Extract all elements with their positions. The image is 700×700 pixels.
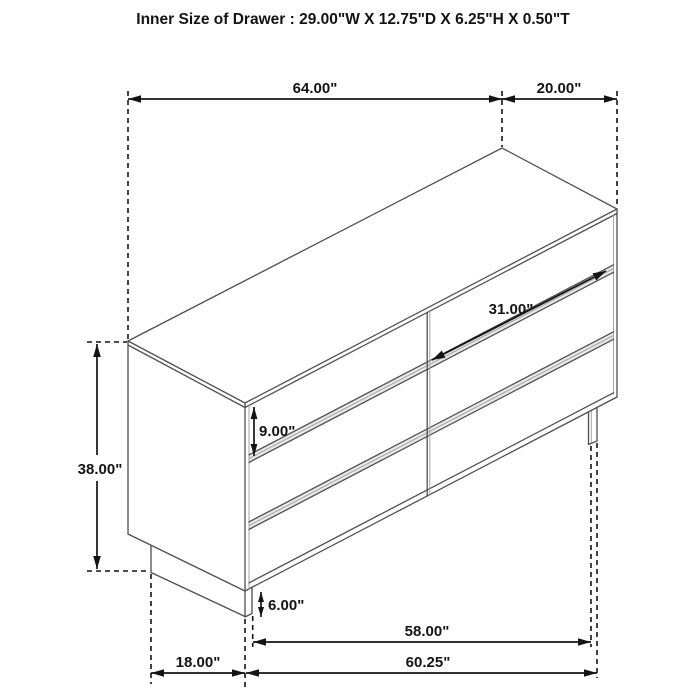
dim-label-base-inner-width: 58.00": [404, 623, 450, 640]
dim-label-base-outer-width: 60.25": [405, 654, 451, 671]
arrowhead-left: [502, 95, 515, 103]
arrowhead-left: [128, 95, 141, 103]
arrowhead-right: [232, 669, 245, 677]
arrowhead-up: [251, 407, 258, 419]
dim-label-drawer-opening-width: 31.00": [488, 301, 534, 318]
arrowhead-down: [258, 607, 264, 617]
page-title: Inner Size of Drawer : 29.00"W X 12.75"D X 6.25"H X 0.50"T: [136, 11, 570, 28]
face-bottom-edge: [245, 397, 617, 591]
drawer3-bottom-line: [249, 393, 614, 583]
top-edge-band: [128, 214, 617, 408]
arrowhead-right: [604, 95, 617, 103]
dim-label-base-side-depth: 18.00": [175, 654, 221, 671]
arrowhead-left: [246, 669, 259, 677]
dim-top-depth: [502, 80, 617, 103]
dim-overall-height: [78, 344, 123, 569]
dim-base-outer-width: [246, 654, 597, 677]
front-face: [245, 214, 617, 592]
arrowhead-left: [151, 669, 164, 677]
dim-top-width: [128, 80, 502, 103]
dim-label-top-depth: 20.00": [536, 80, 582, 97]
arrowhead-left: [253, 638, 266, 646]
dim-leg-height: [258, 592, 304, 617]
dim-drawer-opening-width: [432, 271, 606, 360]
dim-label-drawer-face-height: 9.00": [259, 423, 296, 440]
base-rail: [151, 546, 245, 617]
arrowhead-right: [584, 669, 597, 677]
dim-label-leg-height: 6.00": [268, 597, 305, 614]
dresser-line-drawing: [128, 148, 617, 617]
arrowhead-right: [489, 95, 502, 103]
arrowhead-up: [93, 344, 101, 357]
back-right-leg: [589, 408, 598, 445]
extension-lines: [87, 91, 617, 687]
base-rail-bottom-edge: [151, 573, 245, 617]
leg-bottom-edge: [245, 614, 252, 618]
arrowhead-up: [258, 592, 264, 602]
drawer-divider: [427, 311, 430, 496]
arrowhead-right: [578, 638, 591, 646]
side-bottom-edge: [128, 534, 245, 591]
side-panel: [128, 345, 245, 591]
front-left-leg: [245, 587, 252, 617]
dim-label-overall-height: 38.00": [77, 461, 123, 478]
dim-base-inner-width: [253, 623, 591, 646]
top-face-outline: [128, 148, 617, 403]
arrowhead-down: [93, 556, 101, 569]
dim-label-top-width: 64.00": [292, 80, 338, 97]
dim-base-side-depth: [151, 654, 245, 677]
leg-bottom-edge: [589, 441, 598, 445]
